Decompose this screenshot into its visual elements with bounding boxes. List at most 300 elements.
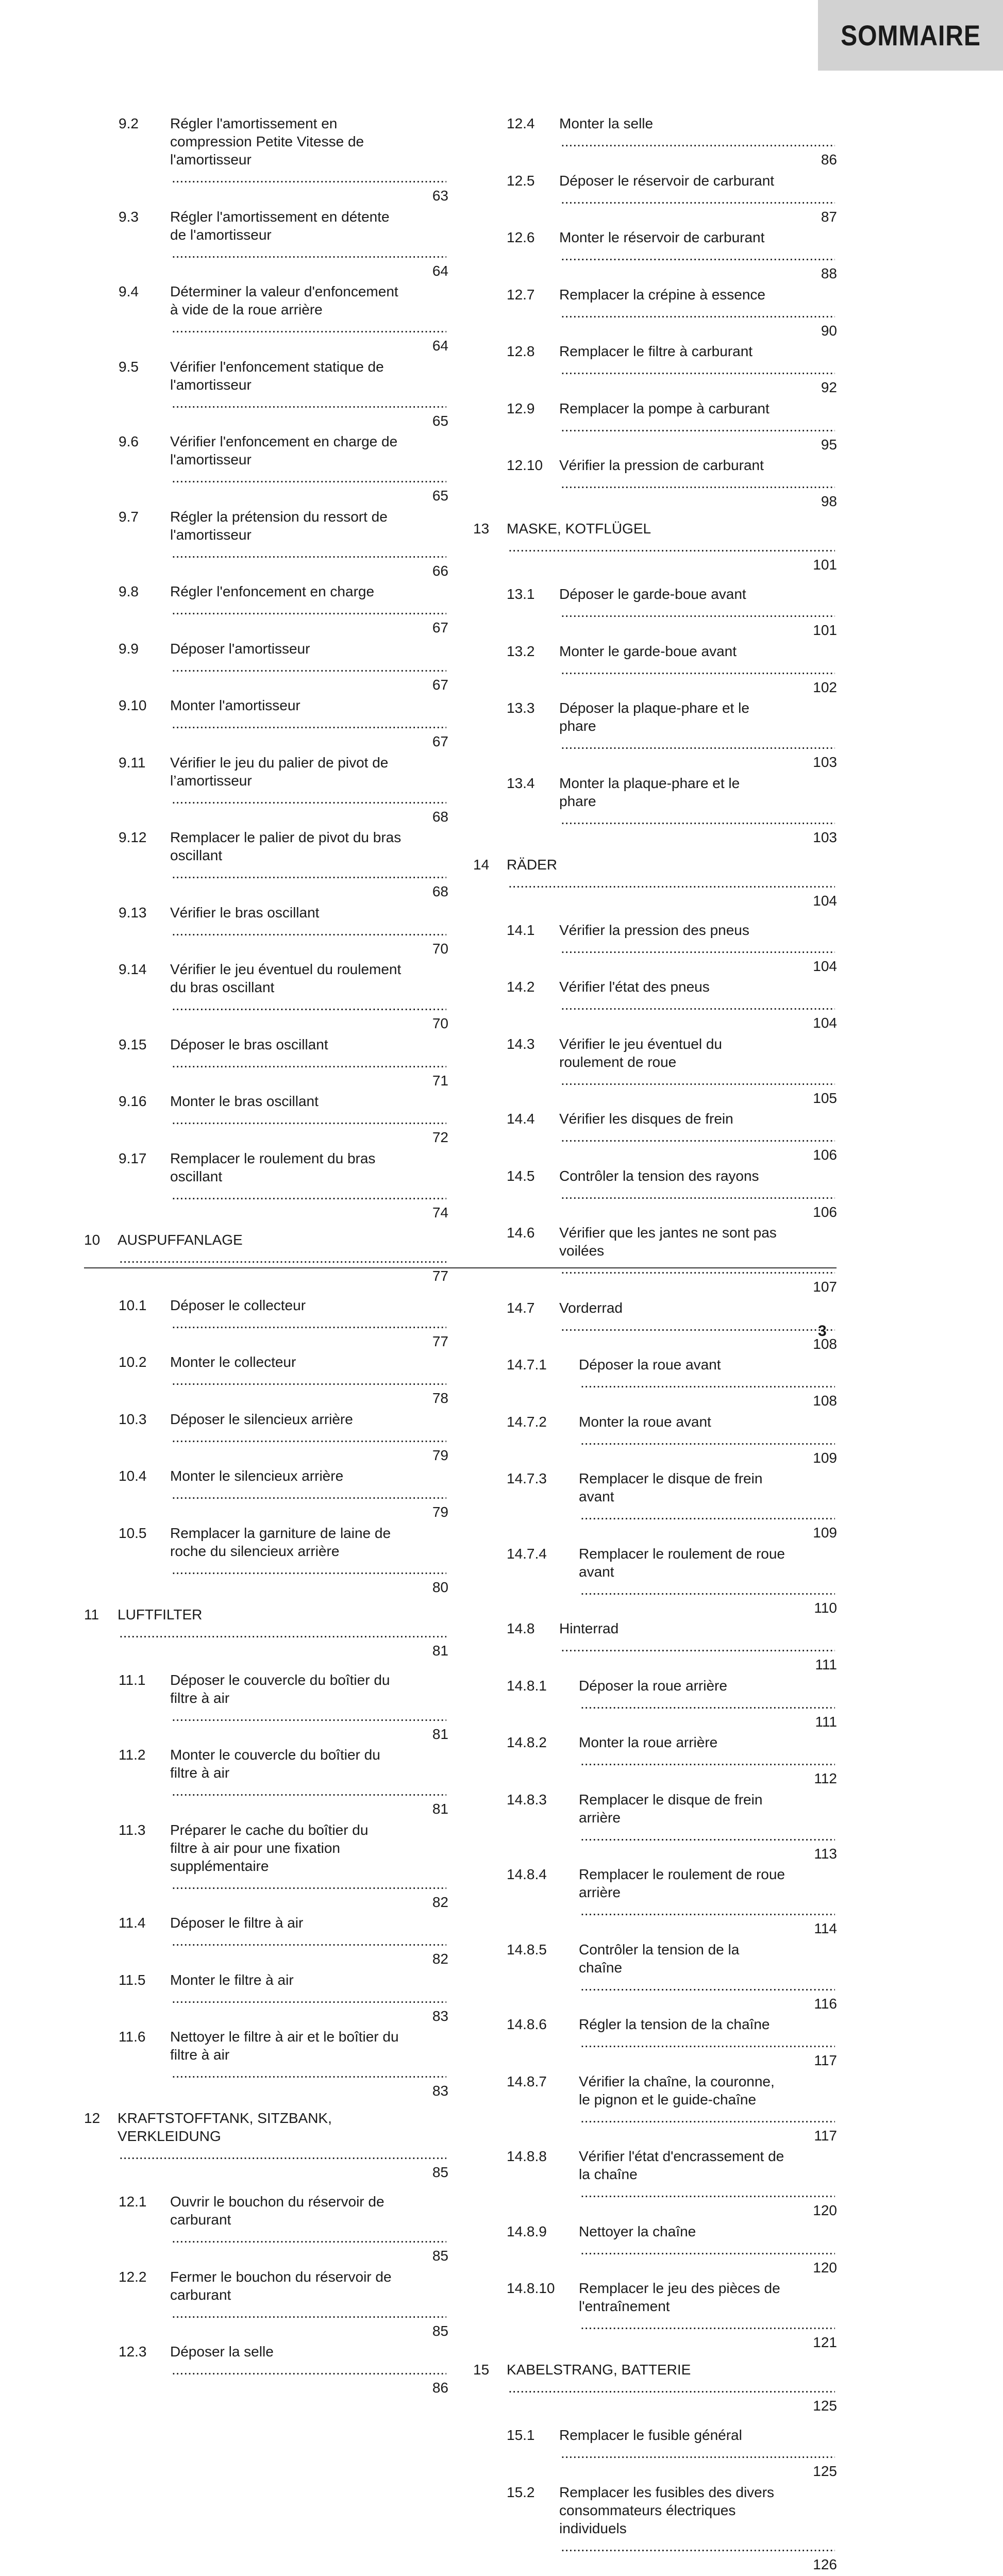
- toc-entry-title-line: Régler l'amortissement en détente: [170, 208, 390, 225]
- toc-entry[interactable]: [473, 1941, 837, 2013]
- toc-entry-number: 9.2: [119, 115, 139, 131]
- toc-entry[interactable]: [0, 2193, 448, 2265]
- toc-entry-title-line: Remplacer le fusible général: [559, 2427, 742, 2443]
- toc-entry[interactable]: [0, 208, 448, 280]
- toc-left-column: [0, 114, 448, 2400]
- toc-entry-page: 80: [432, 1579, 448, 1595]
- toc-entry[interactable]: [473, 114, 837, 169]
- toc-entry[interactable]: [0, 640, 448, 694]
- toc-entry-title-line: Régler la tension de la chaîne: [579, 2016, 770, 2032]
- toc-entry-page: 71: [432, 1072, 448, 1089]
- toc-entry[interactable]: [0, 828, 448, 900]
- toc-entry-page: 65: [432, 488, 448, 504]
- toc-entry-number: 10.3: [119, 1411, 147, 1427]
- toc-entry-title-line: Déposer le collecteur: [170, 1297, 306, 1313]
- dot-leader: [580, 2183, 835, 2201]
- toc-entry-page: 121: [813, 2334, 837, 2350]
- toc-entry[interactable]: [473, 2426, 837, 2480]
- toc-entry-number: 13.3: [507, 700, 535, 716]
- dot-leader: [561, 1260, 835, 1278]
- dot-leader: [561, 603, 835, 621]
- toc-entry-title-line: AUSPUFFANLAGE: [118, 1231, 243, 1248]
- dot-leader: [172, 600, 446, 618]
- toc-entry[interactable]: [473, 456, 837, 510]
- dot-leader: [580, 1695, 835, 1713]
- toc-entry[interactable]: [473, 228, 837, 282]
- toc-entry[interactable]: [0, 582, 448, 637]
- toc-entry-number: 15.1: [507, 2427, 535, 2443]
- toc-entry-page: 104: [813, 892, 837, 909]
- toc-entry-title-line: Vérifier les disques de frein: [559, 1111, 733, 1127]
- toc-entry-title-line: filtre à air: [170, 2047, 230, 2063]
- toc-entry-page: 85: [432, 2248, 448, 2264]
- toc-entry-title-line: Déposer la plaque-phare et le: [559, 700, 749, 716]
- toc-entry-title-line: Remplacer le palier de pivot du bras: [170, 829, 402, 845]
- dot-leader: [561, 1317, 835, 1335]
- toc-entry-page: 120: [813, 2259, 837, 2276]
- toc-entry-number: 13: [473, 521, 490, 537]
- toc-entry-page: 68: [432, 883, 448, 899]
- toc-entry-title-line: Remplacer la crépine à essence: [559, 286, 765, 303]
- toc-entry-title-line: compression Petite Vitesse de: [170, 133, 364, 149]
- toc-entry-number: 14.7.2: [507, 1413, 547, 1430]
- toc-entry-title-line: Vérifier l'enfoncement en charge de: [170, 433, 398, 449]
- toc-entry[interactable]: [0, 1467, 448, 1521]
- toc-entry-page: 114: [814, 1920, 837, 1936]
- toc-entry-page: 120: [813, 2202, 837, 2218]
- toc-entry[interactable]: [0, 1971, 448, 2025]
- toc-entry-title-line: Déposer la selle: [170, 2344, 274, 2360]
- toc-entry[interactable]: [473, 1110, 837, 1164]
- toc-entry-title-line: Monter le réservoir de carburant: [559, 229, 765, 245]
- toc-entry[interactable]: [473, 585, 837, 639]
- toc-entry-page: 109: [813, 1525, 837, 1541]
- toc-entry-page: 103: [813, 829, 837, 845]
- toc-entry-title-line: Monter la plaque-phare et le: [559, 775, 740, 791]
- toc-entry-page: 125: [813, 2398, 837, 2414]
- toc-chapter[interactable]: [0, 2109, 448, 2181]
- toc-entry-number: 9.8: [119, 583, 139, 599]
- toc-entry-title-line: Vérifier la pression de carburant: [559, 457, 764, 473]
- dot-leader: [580, 1827, 835, 1845]
- toc-entry-page: 98: [821, 493, 837, 509]
- toc-entry-page: 104: [813, 1015, 837, 1031]
- toc-entry-number: 9.17: [119, 1150, 147, 1166]
- toc-entry[interactable]: [0, 1410, 448, 1464]
- toc-entry-page: 83: [432, 2083, 448, 2099]
- toc-entry-number: 11.2: [119, 1747, 146, 1763]
- toc-entry-page: 74: [432, 1204, 448, 1220]
- toc-entry-page: 64: [432, 338, 448, 354]
- toc-entry-title-line: oscillant: [170, 847, 223, 863]
- toc-entry-number: 14.7.1: [507, 1357, 547, 1373]
- toc-entry[interactable]: [0, 754, 448, 826]
- toc-entry-number: 14.8.3: [507, 1791, 547, 1808]
- toc-entry-number: 14.8.10: [507, 2280, 555, 2296]
- toc-entry-page: 79: [432, 1504, 448, 1520]
- toc-entry-number: 14.7.3: [507, 1470, 547, 1486]
- toc-chapter[interactable]: [473, 2361, 837, 2415]
- dot-leader: [172, 922, 446, 940]
- toc-entry[interactable]: [0, 1914, 448, 1968]
- toc-entry[interactable]: [0, 1353, 448, 1407]
- toc-entry-title-line: Déposer le filtre à air: [170, 1915, 304, 1931]
- toc-entry-title-line: phare: [559, 793, 596, 809]
- toc-entry-title-line: Monter la selle: [559, 115, 654, 131]
- dot-leader: [508, 538, 835, 556]
- toc-entry-page: 85: [432, 2164, 448, 2180]
- toc-entry-title-line: Remplacer le roulement du bras: [170, 1150, 376, 1166]
- dot-leader: [580, 1901, 835, 1919]
- toc-entry-page: 110: [814, 1599, 837, 1616]
- toc-entry[interactable]: [473, 1545, 837, 1617]
- toc-entry[interactable]: [0, 1821, 448, 1911]
- toc-entry-title-line: de l'amortisseur: [170, 226, 272, 243]
- toc-entry-page: 65: [432, 412, 448, 429]
- toc-entry-page: 111: [815, 1713, 837, 1730]
- toc-entry-page: 86: [821, 152, 837, 168]
- toc-entry[interactable]: [473, 1035, 837, 1107]
- dot-leader: [580, 1977, 835, 1995]
- toc-entry-title-line: Ouvrir le bouchon du réservoir de: [170, 2194, 385, 2210]
- toc-entry-title-line: l'amortisseur: [170, 152, 252, 168]
- toc-entry-number: 12.6: [507, 229, 535, 245]
- dot-leader: [580, 1506, 835, 1524]
- dot-leader: [561, 2444, 835, 2462]
- toc-entry-title-line: Vorderrad: [559, 1299, 623, 1316]
- toc-entry-page: 125: [813, 2463, 837, 2479]
- toc-chapter[interactable]: [0, 1605, 448, 1660]
- toc-entry[interactable]: [473, 1677, 837, 1731]
- toc-entry-number: 14.8.5: [507, 1941, 547, 1958]
- toc-entry-title-line: Contrôler la tension des rayons: [559, 1167, 759, 1184]
- toc-entry[interactable]: [0, 1092, 448, 1146]
- dot-leader: [561, 660, 835, 678]
- toc-entry[interactable]: [0, 432, 448, 505]
- toc-entry-title-line: Déposer le bras oscillant: [170, 1036, 328, 1052]
- toc-entry-number: 9.11: [119, 754, 146, 771]
- toc-entry-title-line: Déposer le couvercle du boîtier du: [170, 1671, 390, 1688]
- toc-entry-number: 9.10: [119, 697, 147, 713]
- toc-entry-title-line: filtre à air: [170, 1765, 230, 1781]
- toc-entry-page: 86: [432, 2380, 448, 2396]
- toc-entry-page: 85: [432, 2322, 448, 2339]
- toc-entry-number: 15.2: [507, 2484, 535, 2500]
- toc-entry-title-line: Vérifier que les jantes ne sont pas: [559, 1225, 777, 1241]
- toc-entry-page: 78: [432, 1390, 448, 1406]
- toc-entry-title-line: KRAFTSTOFFTANK, SITZBANK,: [118, 2110, 332, 2126]
- toc-entry-number: 12: [84, 2110, 101, 2126]
- dot-leader: [172, 1989, 446, 2007]
- toc-chapter[interactable]: [473, 856, 837, 910]
- dot-leader: [561, 417, 835, 436]
- toc-entry-title-line: Monter le silencieux arrière: [170, 1468, 344, 1484]
- toc-entry-title-line: Remplacer le jeu des pièces de: [579, 2280, 780, 2296]
- toc-entry-title-line: carburant: [170, 2286, 231, 2303]
- toc-entry[interactable]: [0, 1149, 448, 1222]
- dot-leader: [580, 2315, 835, 2333]
- dot-leader: [172, 394, 446, 412]
- dot-leader: [172, 2304, 446, 2322]
- toc-entry-page: 66: [432, 562, 448, 579]
- dot-leader: [561, 996, 835, 1014]
- toc-entry[interactable]: [0, 114, 448, 205]
- dot-leader: [119, 1249, 446, 1267]
- toc-entry[interactable]: [0, 1524, 448, 1596]
- toc-entry[interactable]: [473, 2483, 837, 2573]
- toc-entry[interactable]: [473, 1299, 837, 1353]
- toc-entry[interactable]: [473, 342, 837, 396]
- toc-entry[interactable]: [473, 1733, 837, 1787]
- toc-entry-number: 9.3: [119, 208, 139, 225]
- toc-entry-title-line: Déterminer la valeur d'enfoncement: [170, 283, 398, 299]
- dot-leader: [561, 246, 835, 264]
- dot-leader: [561, 360, 835, 378]
- dot-leader: [172, 1485, 446, 1503]
- toc-entry-title-line: Déposer le silencieux arrière: [170, 1411, 353, 1427]
- toc-entry[interactable]: [473, 1791, 837, 1863]
- dot-leader: [580, 1374, 835, 1392]
- toc-entry-page: 107: [813, 1279, 837, 1295]
- toc-entry-title-line: Monter le filtre à air: [170, 1971, 294, 1988]
- page-header-title: SOMMAIRE: [840, 19, 981, 52]
- toc-entry[interactable]: [0, 1746, 448, 1818]
- toc-entry-title-line: Contrôler la tension de la: [579, 1941, 740, 1958]
- toc-entry-page: 116: [814, 1995, 837, 2012]
- toc-entry-title-line: LUFTFILTER: [118, 1606, 203, 1622]
- toc-entry-title-line: Vérifier le bras oscillant: [170, 904, 320, 921]
- toc-entry-title-line: Vérifier le jeu du palier de pivot de: [170, 754, 389, 771]
- dot-leader: [508, 2379, 835, 2397]
- toc-entry[interactable]: [473, 921, 837, 975]
- toc-entry-number: 13.1: [507, 586, 535, 602]
- toc-entry[interactable]: [473, 2279, 837, 2351]
- toc-entry-page: 113: [814, 1845, 837, 1862]
- toc-entry[interactable]: [473, 2147, 837, 2219]
- toc-entry[interactable]: [473, 978, 837, 1032]
- toc-entry-title-line: oscillant: [170, 1168, 223, 1184]
- toc-entry-page: 117: [814, 2052, 837, 2068]
- dot-leader: [561, 1128, 835, 1146]
- toc-entry-number: 14.8: [507, 1620, 535, 1636]
- toc-entry-number: 12.4: [507, 115, 535, 131]
- dot-leader: [580, 1581, 835, 1599]
- toc-entry-title-line: à vide de la roue arrière: [170, 302, 323, 317]
- dot-leader: [172, 1560, 446, 1578]
- toc-entry-page: 117: [814, 2127, 837, 2144]
- dot-leader: [172, 1932, 446, 1950]
- toc-entry-title-line: Vérifier l'état d'encrassement de: [579, 2148, 784, 2164]
- toc-entry-title-line: Monter le bras oscillant: [170, 1093, 319, 1109]
- toc-entry[interactable]: [473, 2072, 837, 2145]
- toc-entry-number: 10.5: [119, 1525, 147, 1541]
- toc-entry-number: 10.1: [119, 1297, 147, 1313]
- toc-entry-page: 102: [813, 679, 837, 695]
- toc-entry-title-line: Remplacer le disque de frein: [579, 1470, 763, 1486]
- toc-entry-number: 9.6: [119, 433, 139, 449]
- dot-leader: [172, 319, 446, 337]
- toc-entry-number: 11.1: [119, 1671, 146, 1688]
- toc-entry-title-line: Déposer la roue avant: [579, 1357, 721, 1373]
- toc-entry-title-line: Monter le garde-boue avant: [559, 643, 737, 659]
- toc-entry-number: 12.10: [507, 457, 543, 473]
- toc-entry-title-line: l'entraînement: [579, 2298, 670, 2314]
- dot-leader: [172, 1707, 446, 1725]
- toc-entry-title-line: la chaîne: [579, 2166, 638, 2182]
- toc-entry-page: 67: [432, 676, 448, 693]
- toc-entry[interactable]: [0, 2028, 448, 2100]
- toc-entry-title-line: l'amortisseur: [170, 376, 252, 393]
- toc-entry-title-line: Remplacer le filtre à carburant: [559, 343, 753, 359]
- toc-entry-page: 64: [432, 262, 448, 279]
- toc-entry-page: 112: [814, 1770, 837, 1786]
- toc-entry-number: 9.15: [119, 1036, 147, 1052]
- dot-leader: [561, 1071, 835, 1089]
- toc-entry[interactable]: [0, 1671, 448, 1743]
- toc-chapter[interactable]: [473, 520, 837, 574]
- toc-entry-page: 68: [432, 808, 448, 825]
- dot-leader: [561, 2537, 835, 2555]
- dot-leader: [172, 790, 446, 808]
- toc-entry-number: 12.7: [507, 286, 535, 303]
- toc-chapter[interactable]: [0, 1231, 448, 1285]
- toc-entry-page: 106: [813, 1147, 837, 1163]
- toc-entry-page: 81: [432, 1642, 448, 1659]
- toc-entry[interactable]: [0, 2268, 448, 2340]
- toc-entry-page: 70: [432, 1015, 448, 1031]
- toc-entry-number: 14.8.9: [507, 2223, 547, 2239]
- toc-entry-title-line: Déposer la roue arrière: [579, 1677, 727, 1694]
- toc-entry[interactable]: [0, 2343, 448, 2397]
- toc-entry-page: 88: [821, 265, 837, 281]
- toc-entry-page: 111: [815, 1657, 837, 1672]
- toc-entry-number: 9.7: [119, 508, 139, 525]
- toc-entry[interactable]: [0, 508, 448, 580]
- toc-entry-number: 11.4: [119, 1915, 146, 1931]
- toc-entry[interactable]: [473, 1619, 837, 1674]
- dot-leader: [580, 2109, 835, 2127]
- toc-entry[interactable]: [473, 642, 837, 696]
- dot-leader: [172, 1053, 446, 1072]
- toc-entry[interactable]: [473, 1356, 837, 1410]
- toc-entry[interactable]: [473, 2015, 837, 2069]
- toc-entry-title-line: phare: [559, 718, 596, 734]
- toc-entry-page: 101: [813, 557, 837, 573]
- dot-leader: [561, 304, 835, 322]
- toc-entry-number: 14.8.8: [507, 2148, 547, 2164]
- dot-leader: [561, 1185, 835, 1203]
- toc-entry-title-line: Nettoyer le filtre à air et le boîtier du: [170, 2029, 399, 2045]
- toc-entry-number: 14.4: [507, 1111, 535, 1127]
- toc-entry-number: 9.4: [119, 283, 139, 299]
- toc-entry-page: 67: [432, 620, 448, 635]
- dot-leader: [561, 474, 835, 492]
- toc-entry-title-line: Monter la roue arrière: [579, 1734, 718, 1750]
- toc-entry-title-line: Monter le collecteur: [170, 1354, 296, 1370]
- toc-entry-number: 14.8.6: [507, 2016, 547, 2032]
- toc-entry-number: 13.4: [507, 775, 535, 791]
- toc-entry[interactable]: [473, 1865, 837, 1937]
- toc-entry-title-line: Vérifier le jeu éventuel du roulement: [170, 961, 402, 977]
- toc-entry-title-line: supplémentaire: [170, 1858, 269, 1874]
- toc-entry-number: 14: [473, 856, 490, 873]
- toc-entry-title-line: du bras oscillant: [170, 979, 275, 995]
- toc-entry-number: 14.5: [507, 1167, 535, 1184]
- toc-entry-title-line: voilées: [559, 1243, 605, 1259]
- dot-leader: [172, 2361, 446, 2379]
- toc-entry-page: 126: [813, 2556, 837, 2572]
- dot-leader: [580, 2033, 835, 2051]
- toc-entry-title-line: roche du silencieux arrière: [170, 1543, 340, 1559]
- toc-entry-number: 9.12: [119, 829, 147, 845]
- dot-leader: [172, 714, 446, 732]
- dot-leader: [172, 2064, 446, 2082]
- toc-entry[interactable]: [473, 399, 837, 454]
- toc-entry[interactable]: [473, 172, 837, 226]
- toc-entry-title-line: Monter le couvercle du boîtier du: [170, 1747, 380, 1763]
- toc-entry-title-line: carburant: [170, 2212, 231, 2228]
- toc-entry[interactable]: [473, 774, 837, 846]
- toc-entry[interactable]: [473, 699, 837, 771]
- toc-entry[interactable]: [473, 286, 837, 340]
- toc-entry-number: 9.5: [119, 358, 139, 375]
- toc-entry-title-line: Régler l'enfoncement en charge: [170, 583, 375, 599]
- toc-entry-title-line: Remplacer la pompe à carburant: [559, 400, 770, 416]
- toc-entry-title-line: l'amortisseur: [170, 451, 252, 467]
- toc-entry-page: 95: [821, 436, 837, 453]
- toc-entry-page: 92: [821, 379, 837, 395]
- toc-entry[interactable]: [0, 904, 448, 958]
- toc-entry[interactable]: [0, 1035, 448, 1090]
- toc-entry-number: 11: [84, 1606, 99, 1622]
- toc-entry-title-line: filtre à air pour une fixation: [170, 1839, 340, 1856]
- toc-entry-number: 14.6: [507, 1225, 535, 1241]
- toc-entry[interactable]: [0, 282, 448, 355]
- dot-leader: [172, 1428, 446, 1446]
- toc-entry[interactable]: [473, 2222, 837, 2277]
- toc-entry-page: 83: [432, 2008, 448, 2024]
- header-tab: [818, 0, 1003, 71]
- toc-entry[interactable]: [0, 696, 448, 750]
- dot-leader: [561, 810, 835, 828]
- toc-entry-number: 14.8.4: [507, 1866, 547, 1882]
- toc-entry[interactable]: [473, 1469, 837, 1542]
- toc-entry[interactable]: [473, 1224, 837, 1296]
- toc-entry[interactable]: [0, 960, 448, 1032]
- toc-entry[interactable]: [473, 1413, 837, 1467]
- toc-entry-page: 105: [813, 1090, 837, 1106]
- toc-entry-number: 12.2: [119, 2268, 147, 2285]
- toc-entry-page: 87: [821, 208, 837, 225]
- toc-entry-page: 79: [432, 1447, 448, 1463]
- toc-entry-number: 9.9: [119, 640, 139, 657]
- toc-entry[interactable]: [473, 1167, 837, 1221]
- toc-entry-title-line: Vérifier la chaîne, la couronne,: [579, 2073, 775, 2089]
- toc-entry-number: 14.2: [507, 979, 535, 995]
- toc-entry-title-line: Remplacer le roulement de roue: [579, 1545, 785, 1562]
- toc-entry[interactable]: [0, 358, 448, 430]
- toc-entry-title-line: Remplacer les fusibles des divers: [559, 2484, 775, 2500]
- dot-leader: [580, 2240, 835, 2259]
- toc-entry[interactable]: [0, 1296, 448, 1350]
- toc-entry-title-line: Déposer le garde-boue avant: [559, 586, 746, 602]
- toc-entry-number: 9.16: [119, 1093, 147, 1109]
- dot-leader: [561, 735, 835, 753]
- toc-entry-title-line: VERKLEIDUNG: [118, 2128, 221, 2144]
- toc-entry-number: 9.13: [119, 904, 147, 921]
- toc-entry-title-line: RÄDER: [507, 856, 558, 873]
- toc-entry-page: 70: [432, 940, 448, 957]
